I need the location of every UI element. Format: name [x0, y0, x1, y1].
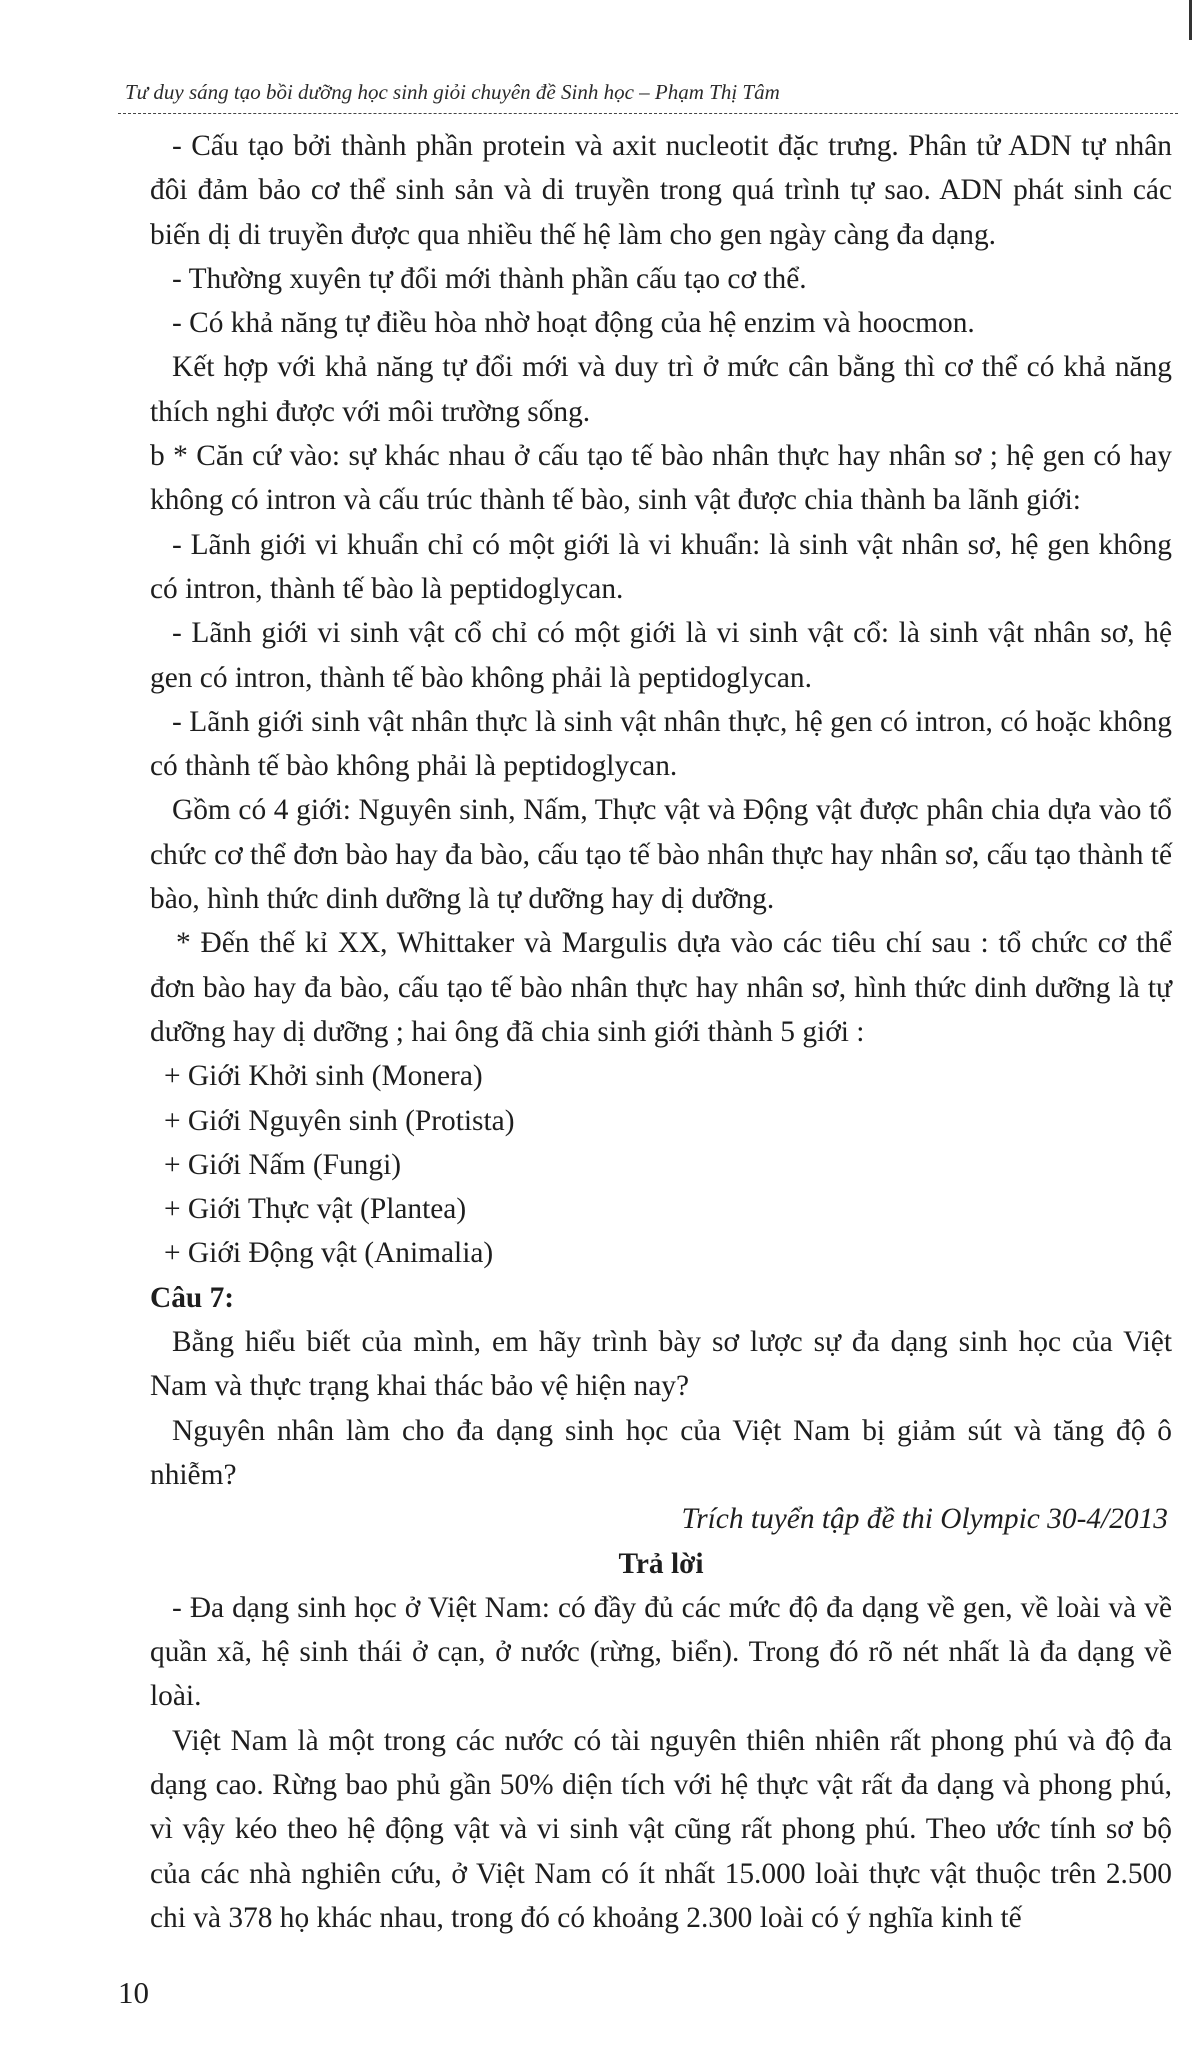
source-citation: Trích tuyển tập đề thi Olympic 30-4/2013: [681, 1503, 1168, 1536]
paragraph: - Lãnh giới vi sinh vật cổ chỉ có một giới là vi sinh vật cổ: là sinh vật nhân sơ, hệ gen có intron, thành tế bào không phải là peptidoglycan.: [150, 617, 1172, 694]
paragraph: Bằng hiểu biết của mình, em hãy trình bày sơ lược sự đa dạng sinh học của Việt Nam và thực trạng khai thác bảo vệ hiện nay?: [150, 1326, 1172, 1403]
page-number: 10: [118, 1975, 149, 2010]
list-item: + Giới Nấm (Fungi): [164, 1148, 402, 1181]
header-rule: [118, 113, 1178, 114]
list-item: + Giới Động vật (Animalia): [164, 1237, 494, 1270]
paragraph: - Cấu tạo bởi thành phần protein và axit nucleotit đặc trưng. Phân tử ADN tự nhân đôi đảm bảo cơ thể sinh sản và di truyền trong quá trình tự sao. ADN phát sinh các biến dị di truyền được qua nhiều thế hệ làm cho gen ngày càng đa dạng.: [150, 130, 1172, 251]
list-item: + Giới Nguyên sinh (Protista): [164, 1104, 515, 1137]
paragraph: - Có khả năng tự điều hòa nhờ hoạt động của hệ enzim và hoocmon.: [172, 307, 975, 340]
paragraph: * Đến thế kỉ XX, Whittaker và Margulis dựa vào các tiêu chí sau : tổ chức cơ thể đơn bào hay đa bào, cấu tạo tế bào nhân thực hay nhân sơ, hình thức dinh dưỡng là tự dưỡng hay dị dưỡng ; hai ông đã chia sinh giới thành 5 giới :: [150, 927, 1172, 1048]
list-item: + Giới Thực vật (Plantea): [164, 1193, 467, 1226]
paragraph: b * Căn cứ vào: sự khác nhau ở cấu tạo tế bào nhân thực hay nhân sơ ; hệ gen có hay không có intron và cấu trúc thành tế bào, sinh vật được chia thành ba lãnh giới:: [150, 440, 1172, 517]
running-header: Tư duy sáng tạo bồi dưỡng học sinh giỏi chuyên đề Sinh học – Phạm Thị Tâm: [125, 80, 780, 104]
paragraph: Nguyên nhân làm cho đa dạng sinh học của Việt Nam bị giảm sút và tăng độ ô nhiễm?: [150, 1414, 1172, 1491]
question-title: Câu 7:: [150, 1281, 235, 1314]
paragraph: Kết hợp với khả năng tự đổi mới và duy trì ở mức cân bằng thì cơ thể có khả năng thích nghi được với môi trường sống.: [150, 351, 1172, 428]
page-edge-mark: [1189, 0, 1192, 40]
kingdom-list: [150, 1054, 1172, 1275]
paragraph: - Thường xuyên tự đổi mới thành phần cấu tạo cơ thể.: [172, 262, 807, 295]
paragraph: - Lãnh giới vi khuẩn chỉ có một giới là vi khuẩn: là sinh vật nhân sơ, hệ gen không có intron, thành tế bào là peptidoglycan.: [150, 528, 1172, 605]
paragraph: Việt Nam là một trong các nước có tài nguyên thiên nhiên rất phong phú và độ đa dạng cao. Rừng bao phủ gần 50% diện tích với hệ thực vật rất đa dạng và phong phú, vì vậy kéo theo hệ động vật và vi sinh vật cũng rất phong phú. Theo ước tính sơ bộ của các nhà nghiên cứu, ở Việt Nam có ít nhất 15.000 loài thực vật thuộc trên 2.500 chi và 378 họ khác nhau, trong đó có khoảng 2.300 loài có ý nghĩa kinh tế: [150, 1724, 1172, 1934]
paragraph: Gồm có 4 giới: Nguyên sinh, Nấm, Thực vật và Động vật được phân chia dựa vào tổ chức cơ thể đơn bào hay đa bào, cấu tạo tế bào nhân thực hay nhân sơ, cấu tạo thành tế bào, hình thức dinh dưỡng là tự dưỡng hay dị dưỡng.: [150, 794, 1172, 916]
body-text: [150, 124, 1172, 1940]
list-item: + Giới Khởi sinh (Monera): [164, 1060, 483, 1093]
answer-title: Trả lời: [618, 1547, 704, 1580]
paragraph: - Đa dạng sinh học ở Việt Nam: có đầy đủ các mức độ đa dạng về gen, về loài và về quần xã, hệ sinh thái ở cạn, ở nước (rừng, biển). Trong đó rõ nét nhất là đa dạng về loài.: [150, 1591, 1172, 1713]
paragraph: - Lãnh giới sinh vật nhân thực là sinh vật nhân thực, hệ gen có intron, có hoặc không có thành tế bào không phải là peptidoglycan.: [150, 705, 1172, 783]
